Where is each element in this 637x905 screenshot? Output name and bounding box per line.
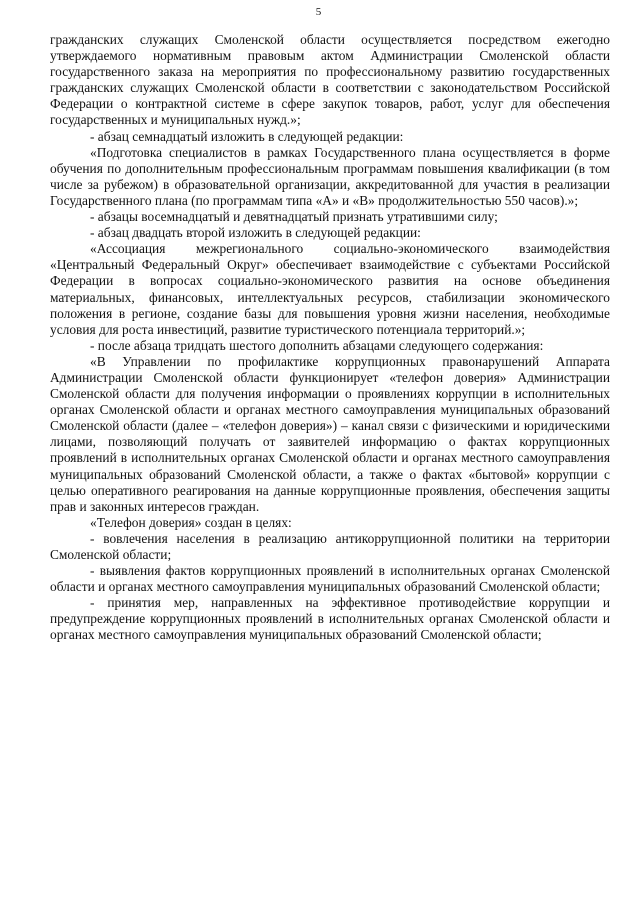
page-number: 5: [315, 6, 322, 18]
list-item-goal-1: - вовлечения населения в реализацию антикоррупционной политики на территории Смоленской области;: [50, 530, 610, 562]
list-item-goal-2: - выявления фактов коррупционных проявлений в исполнительных органах Смоленской области и органах местного самоуправления муниципальных образований Смоленской области;: [50, 563, 610, 595]
paragraph-amendment-22-intro: - абзац двадцать второй изложить в следующей редакции:: [90, 225, 421, 241]
paragraph-amendment-17-text: «Подготовка специалистов в рамках Государственного плана осуществляется в форме обучения по дополнительным профессиональным программам повышения квалификации (в том числе за рубежом) в образовательной организации, аккредитованной для участия в реализации Государственного плана (по программам типа «А» и «В» продолжительностью 550 часов).»;: [50, 144, 610, 208]
paragraph-hotline-description: «В Управлении по профилактике коррупционных правонарушений Аппарата Администрации Смоленской области функционирует «телефон доверия» Администрации Смоленской области для получения информации о проявлениях коррупции в исполнительных органах Смоленской области и органах местного самоуправления муниципальных образований Смоленской области (далее – «телефон доверия») – канал связи с физическими и юридическими лицами, позволяющий получать от заявителей информацию о фактах коррупционных проявлений в исполнительных органах Смоленской области и органах местного самоуправления муниципальных образований Смоленской области, а также о фактах «бытовой» коррупции с целью оперативного реагирования на данные коррупционные проявления, обеспечения защиты прав и законных интересов граждан.: [50, 353, 610, 514]
document-body: [50, 32, 610, 644]
paragraph-hotline-goals-intro: «Телефон доверия» создан в целях:: [90, 514, 292, 530]
paragraph-amendment-36-intro: - после абзаца тридцать шестого дополнить абзацами следующего содержания:: [90, 337, 544, 353]
paragraph-amendment-22-text: «Ассоциация межрегионального социально-экономического взаимодействия «Центральный Федеральный Округ» обеспечивает взаимодействие с субъектами Российской Федерации в вопросах социально-экономического развития на основе объединения материальных, финансовых, интеллектуальных ресурсов, стабилизации экономического положения в регионе, создание базы для повышения уровня жизни населения, необходимые условия для роста инвестиций, развитие туристического потенциала территорий.»;: [50, 241, 610, 337]
paragraph-amendment-17-intro: - абзац семнадцатый изложить в следующей редакции:: [90, 128, 404, 144]
list-item-goal-3: - принятия мер, направленных на эффективное противодействие коррупции и предупреждение коррупционных проявлений в исполнительных органах Смоленской области и органах местного самоуправления муниципальных образований Смоленской области;: [50, 595, 610, 643]
paragraph-continuation: гражданских служащих Смоленской области осуществляется посредством ежегодно утверждаемого нормативным правовым актом Администрации Смоленской области государственного заказа на мероприятия по профессиональному развитию государственных гражданских служащих Смоленской области в соответствии с законодательством Российской Федерации о контрактной системе в сфере закупок товаров, работ, услуг для обеспечения государственных и муниципальных нужд.»;: [50, 32, 610, 128]
paragraph-amendment-18-19: - абзацы восемнадцатый и девятнадцатый признать утратившими силу;: [90, 209, 498, 225]
